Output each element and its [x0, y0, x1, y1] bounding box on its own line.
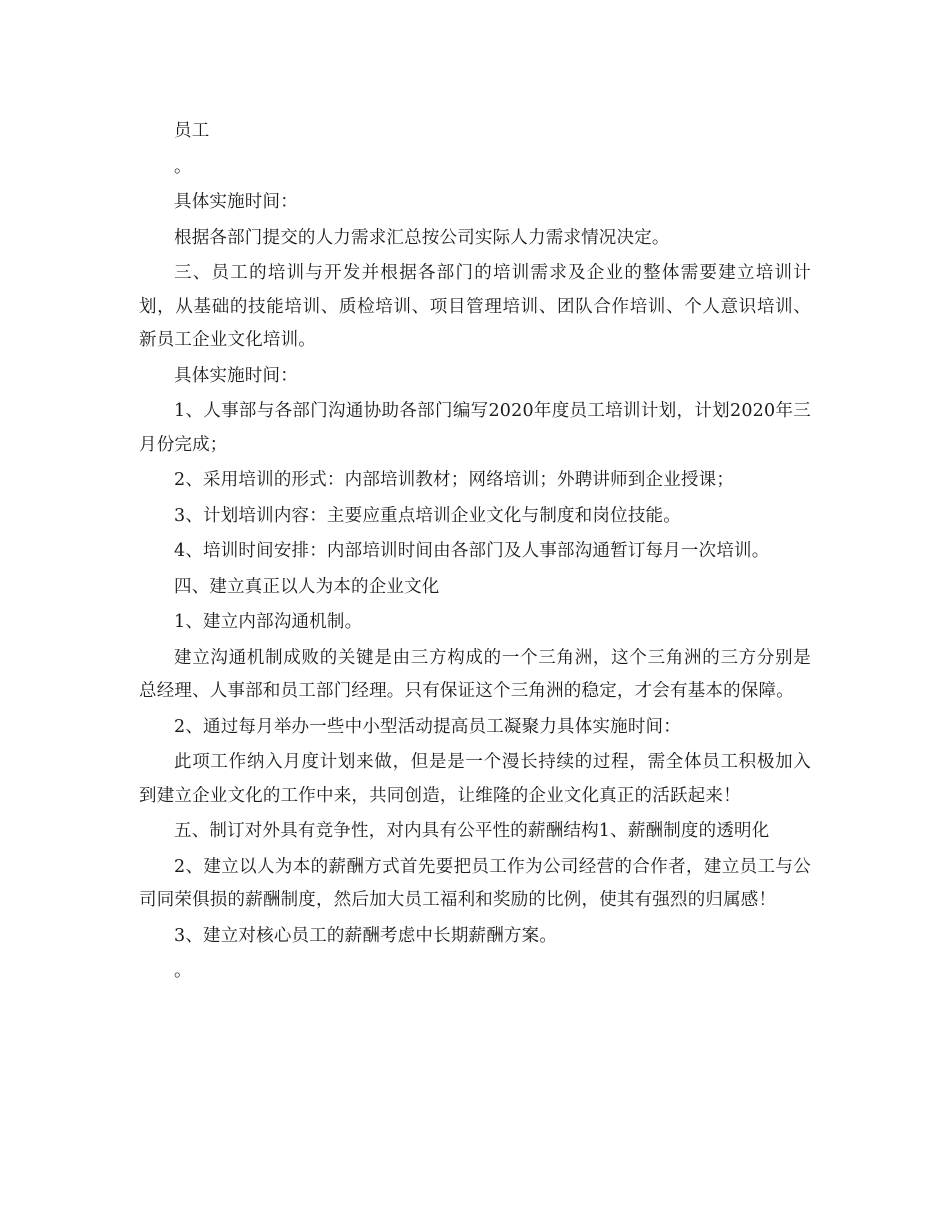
paragraph: 。 — [174, 156, 192, 177]
paragraph: 1、建立内部沟通机制。 — [174, 612, 363, 632]
paragraph: 三、员工的培训与开发并根据各部门的培训需求及企业的整体需要建立培训计划，从基础的技能培训、质检培训、项目管理培训、团队合作培训、个人意识培训、新员工企业文化培训。 — [139, 263, 811, 350]
paragraph: 2、通过每月举办一些中小型活动提高员工凝聚力具体实施时间： — [174, 716, 681, 737]
paragraph: 员工 — [174, 121, 210, 141]
paragraph: 具体实施时间： — [174, 192, 298, 212]
paragraph: 3、计划培训内容：主要应重点培训企业文化与制度和岗位技能。 — [174, 505, 681, 526]
paragraph: 2、采用培训的形式：内部培训教材；网络培训；外聘讲师到企业授课； — [174, 470, 735, 490]
paragraph: 3、建立对核心员工的薪酬考虑中长期薪酬方案。 — [174, 925, 558, 946]
paragraph: 4、培训时间安排：内部培训时间由各部门及人事部沟通暂订每月一次培训。 — [174, 541, 770, 561]
paragraph: 1、人事部与各部门沟通协助各部门编写2020年度员工培训计划，计划2020年三月份完成； — [139, 401, 811, 455]
paragraph: 。 — [174, 961, 192, 981]
paragraph: 根据各部门提交的人力需求汇总按公司实际人力需求情况决定。 — [174, 227, 670, 248]
section-heading: 五、制订对外具有竞争性，对内具有公平性的薪酬结构1、薪酬制度的透明化 — [174, 821, 770, 841]
section-heading: 四、建立真正以人为本的企业文化 — [174, 576, 440, 597]
paragraph: 建立沟通机制成败的关键是由三方构成的一个三角洲，这个三角洲的三方分别是总经理、人事部和员工部门经理。只有保证这个三角洲的稳定，才会有基本的保障。 — [139, 647, 811, 701]
document-body — [139, 115, 811, 991]
paragraph: 2、建立以人为本的薪酬方式首先要把员工作为公司经营的合作者，建立员工与公司同荣俱损的薪酬制度，然后加大员工福利和奖励的比例，使其有强烈的归属感！ — [139, 856, 811, 910]
paragraph: 具体实施时间： — [174, 365, 298, 386]
paragraph: 此项工作纳入月度计划来做，但是是一个漫长持续的过程，需全体员工积极加入到建立企业文化的工作中来，共同创造，让维隆的企业文化真正的活跃起来！ — [139, 752, 811, 806]
